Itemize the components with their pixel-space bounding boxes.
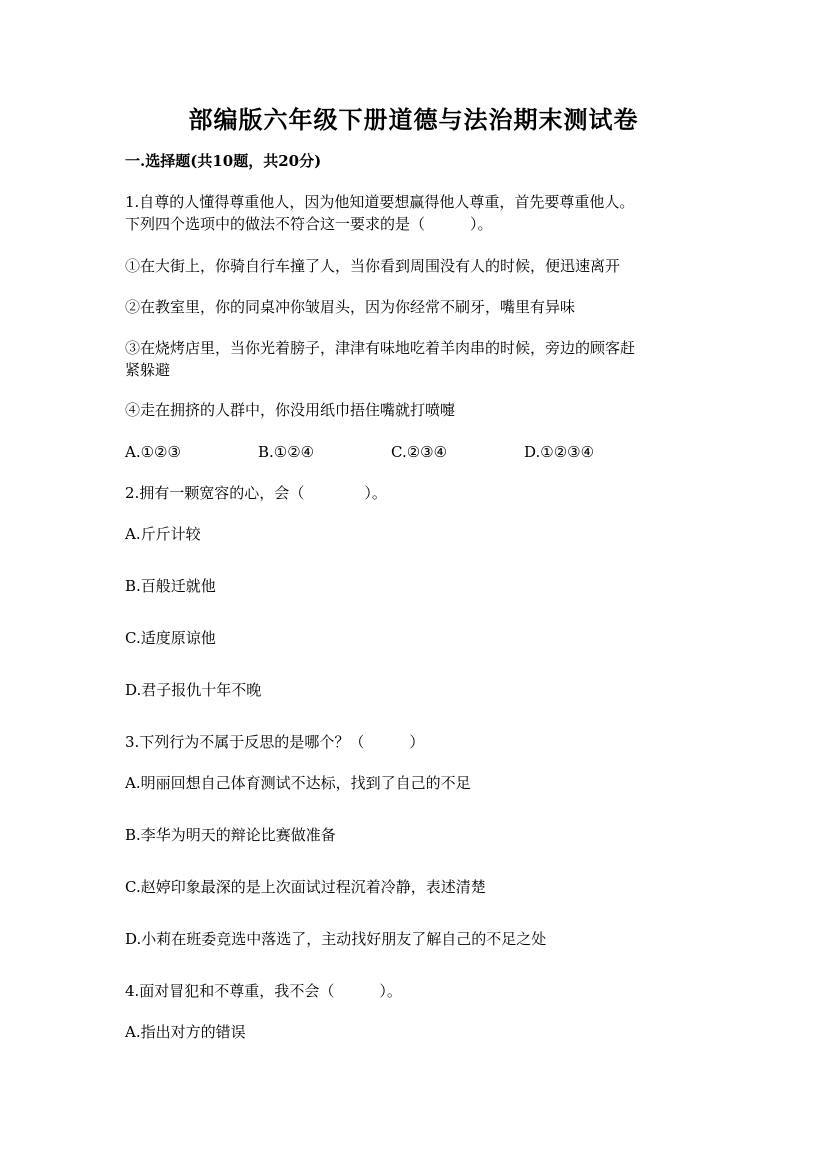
q1-option-c: C.②③④ [391,443,448,461]
q4-stem: 4.面对冒犯和不尊重，我不会（ ）。 [125,982,402,1000]
section-heading: 一.选择题(共10题，共20分) [125,152,322,170]
q2-option-b: B.百般迁就他 [125,577,216,595]
q1-item-4: ④走在拥挤的人群中，你没用纸巾捂住嘴就打喷嚏 [125,401,456,419]
q3-stem: 3.下列行为不属于反思的是哪个？（ ） [125,733,425,751]
q2-option-a: A.斤斤计较 [125,525,201,543]
q1-option-d: D.①②③④ [524,443,595,461]
q1-item-1: ①在大街上，你骑自行车撞了人，当你看到周围没有人的时候，便迅速离开 [125,257,621,275]
q3-option-b: B.李华为明天的辩论比赛做准备 [125,826,336,844]
q4-option-a: A.指出对方的错误 [125,1023,246,1041]
q1-item-2: ②在教室里，你的同桌冲你皱眉头，因为你经常不刷牙，嘴里有异味 [125,298,576,316]
q3-option-c: C.赵婷印象最深的是上次面试过程沉着冷静，表述清楚 [125,878,486,896]
q1-item-3-line1: ③在烧烤店里，当你光着膀子，津津有味地吃着羊肉串的时候，旁边的顾客赶 [125,339,636,357]
q2-option-d: D.君子报仇十年不晚 [125,681,262,699]
q3-option-d: D.小莉在班委竞选中落选了，主动找好朋友了解自己的不足之处 [125,930,547,948]
q3-option-a: A.明丽回想自己体育测试不达标，找到了自己的不足 [125,774,471,792]
q1-item-3-line2: 紧躲避 [125,361,171,379]
q1-stem-line2: 下列四个选项中的做法不符合这一要求的是（ ）。 [125,215,493,233]
page-title: 部编版六年级下册道德与法治期末测试卷 [188,105,639,134]
q1-stem-line1: 1.自尊的人懂得尊重他人，因为他知道要想赢得他人尊重，首先要尊重他人。 [125,193,635,211]
q2-option-c: C.适度原谅他 [125,629,216,647]
q1-option-b: B.①②④ [258,443,315,461]
q2-stem: 2.拥有一颗宽容的心，会（ ）。 [125,484,387,502]
q1-option-a: A.①②③ [125,443,181,461]
